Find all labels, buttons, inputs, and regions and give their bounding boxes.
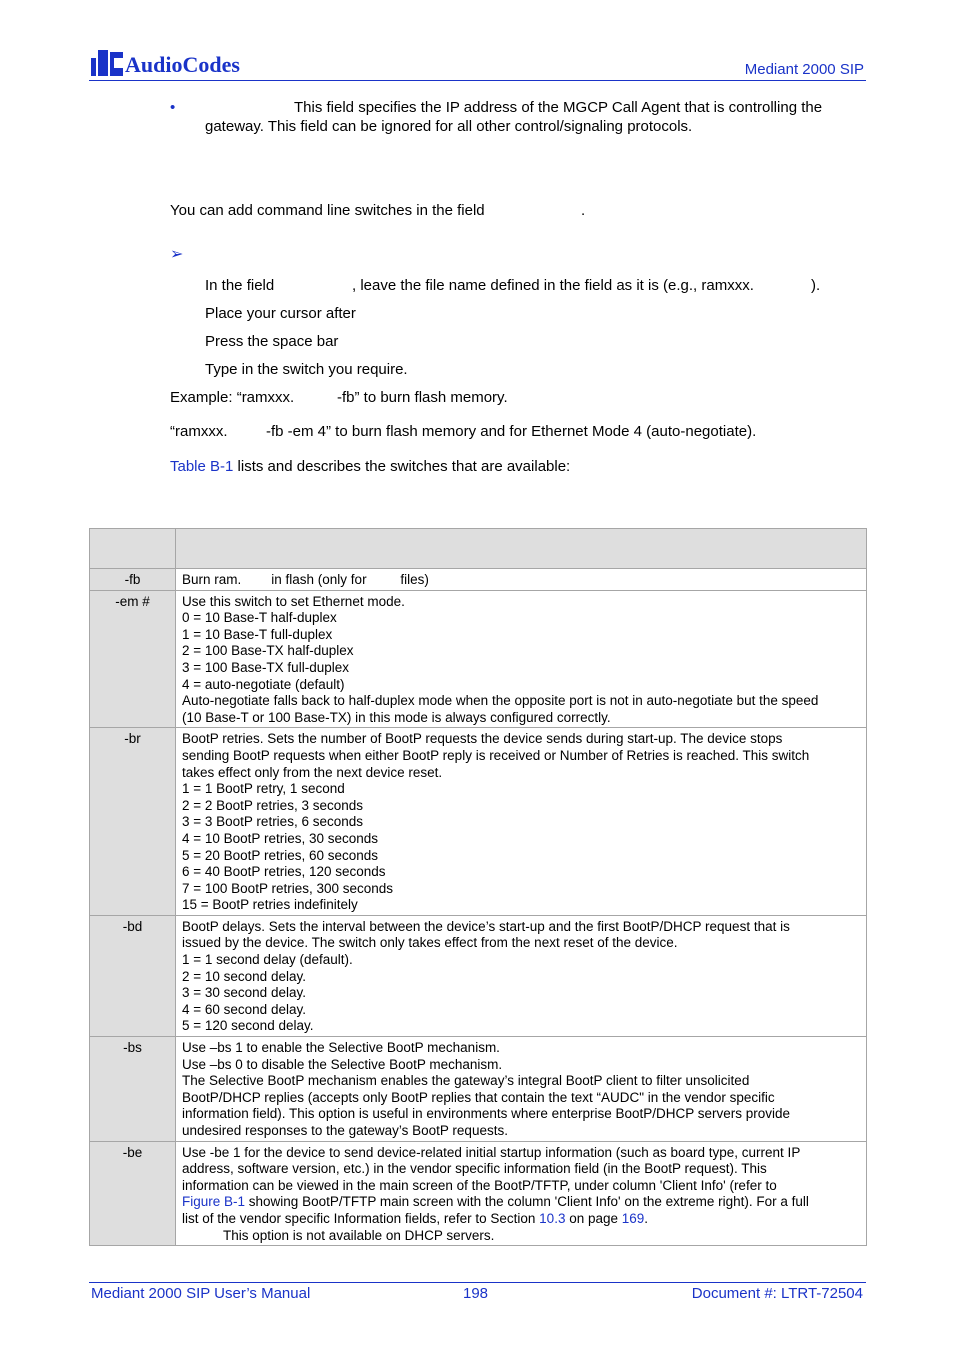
header-product-name: Mediant 2000 SIP xyxy=(744,61,864,78)
section-10-3-link[interactable]: 10.3 xyxy=(539,1210,566,1226)
footer-document-number: Document #: LTRT-72504 xyxy=(691,1285,863,1302)
bullet-marker: • xyxy=(170,99,176,116)
description-line: undesired responses to the gateway’s BootP requests. xyxy=(182,1123,508,1138)
table-row xyxy=(90,915,867,1036)
description-line: 1 = 1 BootP retry, 1 second xyxy=(182,781,345,797)
note-line: This option is not available on DHCP servers. xyxy=(223,1227,495,1243)
footer-page-number: 198 xyxy=(463,1285,489,1302)
description-line: address, software version, etc.) in the vendor specific information field (in the BootP request). This xyxy=(182,1161,767,1177)
table-row xyxy=(90,1141,867,1246)
description-line: BootP/DHCP replies (accepts only BootP replies that contain the text “AUDC" in the vendor specific xyxy=(182,1089,775,1105)
description-line: (10 Base-T or 100 Base-TX) in this mode is always configured correctly. xyxy=(182,709,611,725)
header-rule xyxy=(89,80,866,81)
logo-text: AudioCodes xyxy=(125,52,240,77)
description-line: BootP delays. Sets the interval between the device’s start-up and the first BootP/DHCP request that is xyxy=(182,918,790,934)
table-row xyxy=(90,1037,867,1142)
description-line: sending BootP requests when either BootP reply is received or Number of Retries is reached. This switch xyxy=(182,747,810,763)
description-line: 4 = 10 BootP retries, 30 seconds xyxy=(182,830,379,846)
figure-b1-link[interactable]: Figure B-1 xyxy=(182,1194,246,1210)
example2-text-a: “ramxxx. xyxy=(170,423,228,440)
description-line: 15 = BootP retries indefinitely xyxy=(182,897,358,913)
switch-table xyxy=(89,528,867,1246)
description-line: 3 = 3 BootP retries, 6 seconds xyxy=(182,814,363,830)
description-line: 4 = 60 second delay. xyxy=(182,1001,306,1017)
description-cell xyxy=(176,1141,867,1246)
description-line-text: . xyxy=(644,1210,649,1226)
description-line: takes effect only from the next device reset. xyxy=(182,764,443,780)
description-line: 7 = 100 BootP retries, 300 seconds xyxy=(182,880,394,896)
switch-cell: -bd xyxy=(90,915,176,1036)
description-line-text: showing BootP/TFTP main screen with the column 'Client Info' on the extreme right). For a full xyxy=(245,1194,809,1210)
switch-cell: -fb xyxy=(90,569,176,591)
description-line-with-link xyxy=(182,1194,866,1211)
description-line: The Selective BootP mechanism enables the gateway’s integral BootP client to filter unsolicited xyxy=(182,1073,750,1089)
step1-text-b: , leave the file name defined in the field as it is (e.g., ramxxx. xyxy=(352,277,754,294)
description-line: BootP retries. Sets the number of BootP requests the device sends during start-up. The device stops xyxy=(182,731,783,747)
footer-manual-title: Mediant 2000 SIP User’s Manual xyxy=(91,1285,311,1302)
description-line-text: on page xyxy=(565,1210,622,1226)
table-reference-text: lists and describes the switches that are available: xyxy=(233,458,571,475)
table-header-row xyxy=(90,529,867,569)
description-line: 6 = 40 BootP retries, 120 seconds xyxy=(182,864,386,880)
description-line: 3 = 30 second delay. xyxy=(182,985,306,1001)
description-line: 1 = 10 Base-T full-duplex xyxy=(182,626,333,642)
switch-cell: -br xyxy=(90,728,176,916)
description-line: Use –bs 0 to disable the Selective BootP mechanism. xyxy=(182,1056,503,1072)
description-line: 2 = 2 BootP retries, 3 seconds xyxy=(182,797,363,813)
step2-text: Place your cursor after xyxy=(205,305,356,322)
description-line: 2 = 100 Base-TX half-duplex xyxy=(182,643,354,659)
switch-cell: -em # xyxy=(90,590,176,728)
table-b1-link[interactable]: Table B-1 xyxy=(170,458,234,475)
table-header-switch-cell xyxy=(90,529,176,569)
description-line: issued by the device. The switch only takes effect from the next reset of the device. xyxy=(182,935,678,951)
table-reference-paragraph xyxy=(170,458,570,476)
step1-text-a: In the field xyxy=(205,277,275,294)
description-line: Use this switch to set Ethernet mode. xyxy=(182,593,405,609)
description-cell xyxy=(176,728,867,916)
description-line: 0 = 10 Base-T half-duplex xyxy=(182,610,337,626)
example1-text-a: Example: “ramxxx. xyxy=(170,389,295,406)
procedure-arrow-icon: ➢ xyxy=(170,246,184,263)
description-line: 2 = 10 second delay. xyxy=(182,968,306,984)
description-line: information field). This option is useful in environments where enterprise BootP/DHCP servers provide xyxy=(182,1106,791,1122)
description-line-with-links xyxy=(182,1211,866,1228)
example1-text-b: -fb” to burn flash memory. xyxy=(337,389,508,406)
description-line: 5 = 120 second delay. xyxy=(182,1018,314,1034)
description-cell xyxy=(176,590,867,728)
bullet-text-line1: This field specifies the IP address of the MGCP Call Agent that is controlling the xyxy=(294,99,823,116)
step4-text: Type in the switch you require. xyxy=(205,361,408,378)
audiocodes-logo-icon xyxy=(90,48,124,78)
description-line: 1 = 1 second delay (default). xyxy=(182,952,353,968)
example2-text-b: -fb -em 4” to burn flash memory and for Ethernet Mode 4 (auto-negotiate). xyxy=(266,423,757,440)
description-cell xyxy=(176,1037,867,1142)
description-cell xyxy=(176,915,867,1036)
description-line-text: list of the vendor specific Information fields, refer to Section xyxy=(182,1210,540,1226)
description-line: Use -be 1 for the device to send device-related initial startup information (such as board type, current IP xyxy=(182,1144,801,1160)
description-line: information can be viewed in the main screen of the BootP/TFTP, under column 'Client Info' (refer to xyxy=(182,1177,777,1193)
description-line: 4 = auto-negotiate (default) xyxy=(182,676,345,692)
description-line: Burn ram. in flash (only for files) xyxy=(182,572,429,587)
table-header-description-cell xyxy=(176,529,867,569)
step3-text: Press the space bar xyxy=(205,333,339,350)
description-cell xyxy=(176,569,867,591)
table-row xyxy=(90,728,867,916)
switch-cell: -be xyxy=(90,1141,176,1246)
page-169-link[interactable]: 169 xyxy=(621,1210,645,1226)
step1-text-c: ). xyxy=(811,277,821,294)
description-line: 3 = 100 Base-TX full-duplex xyxy=(182,659,349,675)
bullet-text-line2: gateway. This field can be ignored for all other control/signaling protocols. xyxy=(205,118,693,135)
description-line: Use –bs 1 to enable the Selective BootP mechanism. xyxy=(182,1040,500,1056)
cmd-intro-text: You can add command line switches in the field xyxy=(170,202,485,219)
switch-cell: -bs xyxy=(90,1037,176,1142)
description-line: Auto-negotiate falls back to half-duplex mode when the opposite port is not in auto-negotiate but the speed xyxy=(182,693,819,709)
table-row xyxy=(90,590,867,728)
description-line: 5 = 20 BootP retries, 60 seconds xyxy=(182,847,379,863)
footer-rule xyxy=(89,1282,866,1283)
table-row xyxy=(90,569,867,591)
cmd-intro-period: . xyxy=(581,202,586,219)
